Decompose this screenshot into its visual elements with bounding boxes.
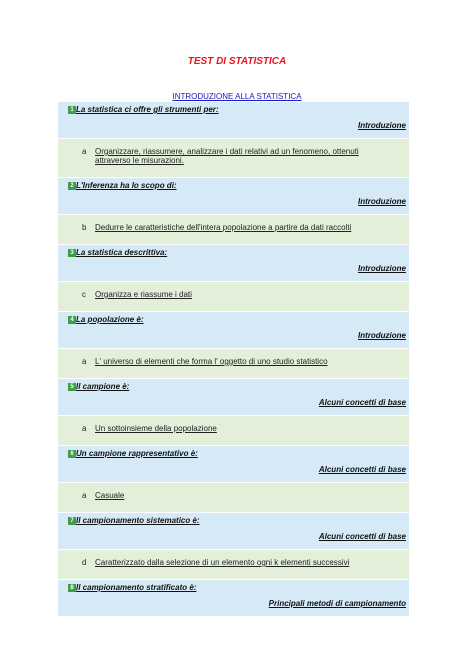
answer-letter: a [82, 147, 87, 156]
question-number-badge: 8 [68, 584, 76, 592]
question-text: Il campione è: [76, 382, 130, 391]
question-number-badge: 1 [68, 106, 76, 114]
question-number-badge: 6 [68, 450, 76, 458]
answer-row [58, 282, 409, 312]
question-category: Principali metodi di campionamento [268, 599, 406, 608]
question-category: Alcuni concetti di base [318, 532, 406, 541]
answer-row [58, 139, 409, 178]
question-category: Introduzione [358, 197, 406, 206]
answer-row [58, 550, 409, 580]
question-row [58, 102, 409, 139]
answer-letter: b [82, 223, 87, 232]
question-number-badge: 3 [68, 249, 76, 257]
question-text: La statistica ci offre gli strumenti per: [76, 105, 219, 114]
answer-row [58, 349, 409, 379]
answer-row [58, 416, 409, 446]
question-text: L'Inferenza ha lo scopo di: [76, 181, 177, 190]
answer-row [58, 215, 409, 245]
question-category: Alcuni concetti di base [318, 398, 406, 407]
question-category: Introduzione [358, 331, 406, 340]
answer-letter: a [82, 491, 87, 500]
question-number-badge: 4 [68, 316, 76, 324]
answer-text: Dedurre le caratteristiche dell'intera popolazione a partire da dati raccolti [95, 223, 352, 232]
question-text: Il campionamento sistematico è: [76, 516, 200, 525]
section-link[interactable]: INTRODUZIONE ALLA STATISTICA [172, 92, 302, 101]
question-number-badge: 2 [68, 182, 76, 190]
answer-letter: a [82, 357, 87, 366]
answer-letter: c [82, 290, 86, 299]
question-text: La statistica descrittiva: [76, 248, 168, 257]
answer-text: Un sottoinsieme della popolazione [95, 424, 217, 433]
question-text: Il campionamento stratificato è: [76, 583, 197, 592]
answer-letter: a [82, 424, 87, 433]
answer-text: Caratterizzato dalla selezione di un elemento ogni k elementi successivi [95, 558, 350, 567]
answer-text: Organizzare, riassumere, analizzare i dati relativi ad un fenomeno, ottenuti attraverso le misurazioni. [95, 147, 359, 165]
question-text: La popolazione è: [76, 315, 144, 324]
question-row [58, 513, 409, 550]
question-number-badge: 7 [68, 517, 76, 525]
answer-text: Casuale [95, 491, 125, 500]
question-row [58, 178, 409, 215]
question-row [58, 446, 409, 483]
question-number-badge: 5 [68, 383, 76, 391]
answer-text: Organizza e riassume i dati [95, 290, 192, 299]
question-category: Introduzione [358, 264, 406, 273]
question-row [58, 580, 409, 617]
answer-letter: d [82, 558, 87, 567]
answer-text: L' universo di elementi che forma l' oggetto di uno studio statistico [95, 357, 328, 366]
question-text: Un campione rappresentativo è: [76, 449, 198, 458]
answer-row [58, 483, 409, 513]
question-row [58, 312, 409, 349]
question-row [58, 379, 409, 416]
question-category: Alcuni concetti di base [318, 465, 406, 474]
quiz-table [58, 102, 409, 617]
page-title: TEST DI STATISTICA [187, 56, 287, 67]
question-row [58, 245, 409, 282]
question-category: Introduzione [358, 121, 406, 130]
